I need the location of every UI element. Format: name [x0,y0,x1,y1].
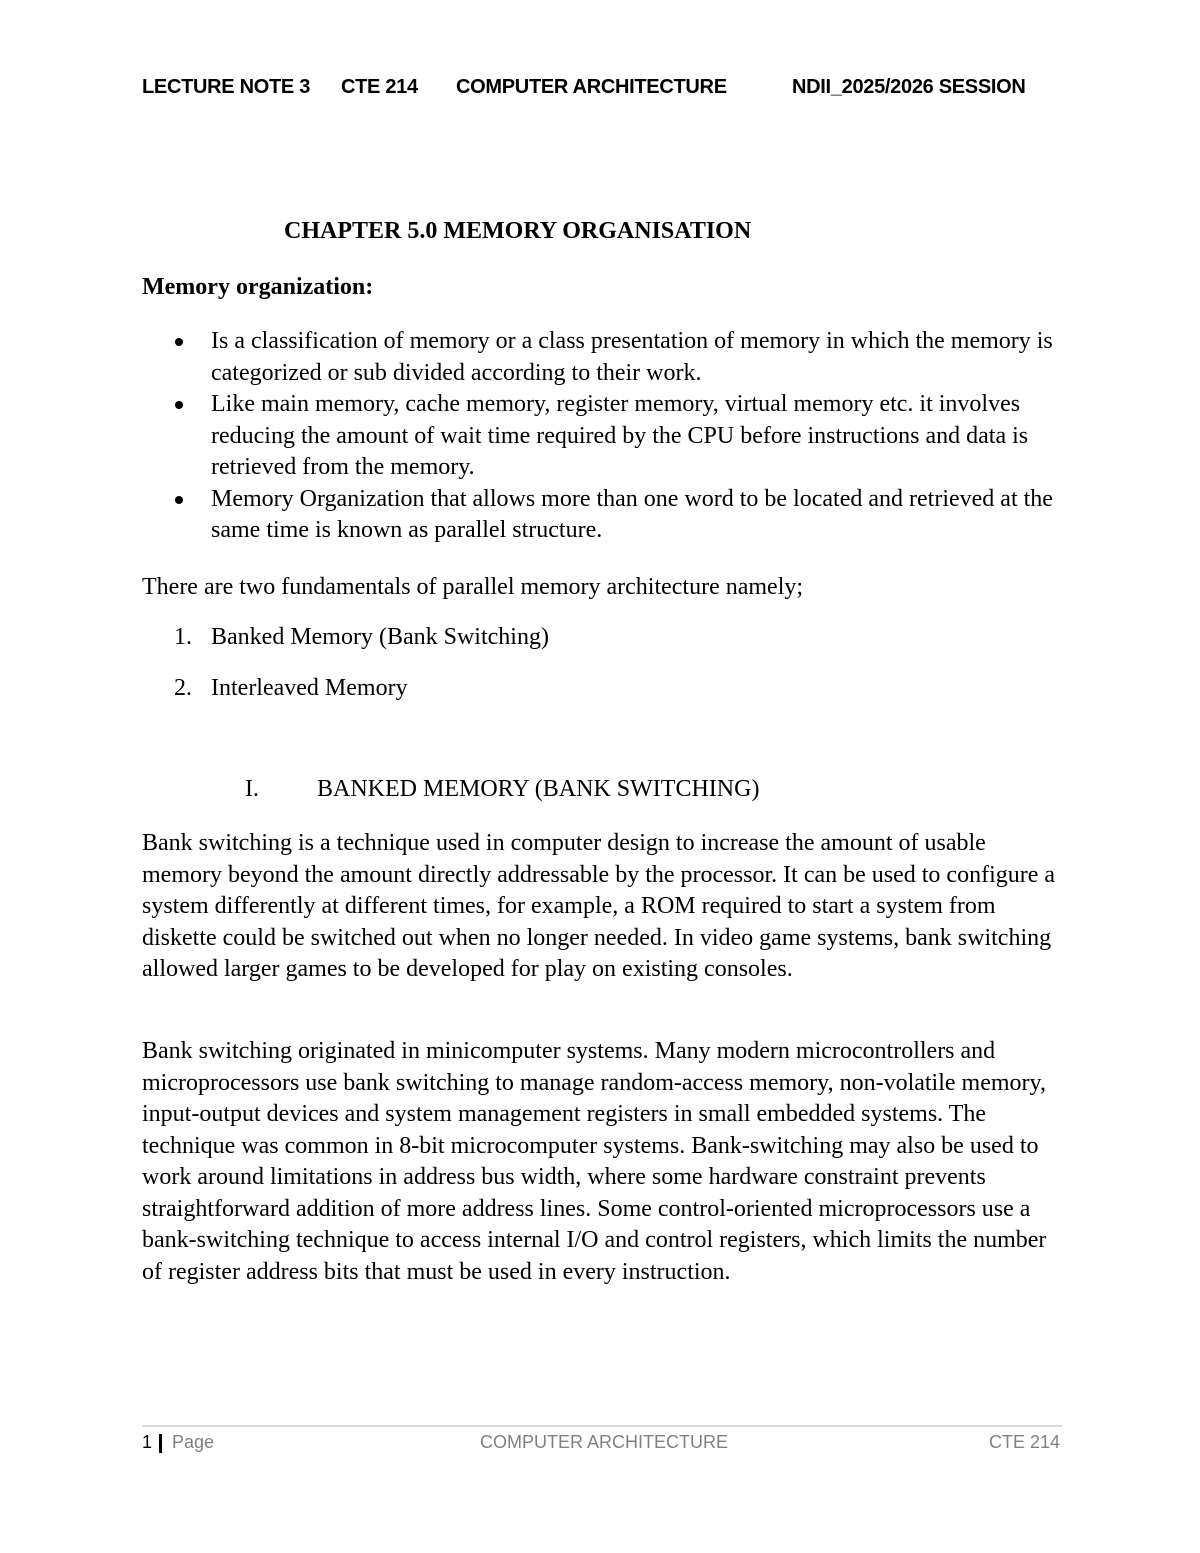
numbered-list-item-2 [142,673,1042,704]
bullet-icon [175,401,183,409]
subheading-number: I. [245,776,259,802]
header-course-code: CTE 214 [341,76,418,98]
bullet-list [142,326,1072,547]
list-number: 1. [174,624,192,650]
footer-course-title: COMPUTER ARCHITECTURE [480,1432,729,1452]
page-header [142,72,1062,104]
subheading-title: BANKED MEMORY (BANK SWITCHING) [317,776,760,802]
bullet-text: Is a classification of memory or a class presentation of memory in which the memory is categorized or sub divided according to their work. [211,328,1053,386]
bullet-item [142,484,1072,547]
page-footer [142,1432,1062,1458]
body-paragraph-1: Bank switching is a technique used in computer design to increase the amount of usable memory beyond the amount directly addressable by the processor. It can be used to configure a system differently at different times, for example, a ROM required to start a system from diskette could be switched out when no longer needed. In video game systems, bank switching allowed larger games to be developed for play on existing consoles. [142,830,1056,982]
footer-page-label: Page [172,1432,215,1452]
footer-course-code: CTE 214 [988,1432,1060,1452]
list-text: Interleaved Memory [211,675,408,701]
body-paragraph-2: Bank switching originated in minicomputer systems. Many modern microcontrollers and microprocessors use bank switching to manage random-access memory, non-volatile memory, input-output devices and system management registers in small embedded systems. The technique was common in 8-bit microcomputer systems. Bank-switching may also be used to work around limitations in address bus width, where some hardware constraint prevents straightforward addition of more address lines. Some control-oriented microprocessors use a bank-switching technique to access internal I/O and control registers, which limits the number of register address bits that must be used in every instruction. [142,1038,1047,1285]
header-lecture: LECTURE NOTE 3 [142,76,311,98]
numbered-list-item-1 [142,622,1042,653]
bullet-text: Like main memory, cache memory, register memory, virtual memory etc. it involves reducing the amount of wait time required by the CPU before instructions and data is retrieved from the memory. [211,391,1029,480]
footer-divider [142,1425,1062,1427]
list-item [142,673,1042,704]
bullet-item [142,389,1072,484]
intro-paragraph: There are two fundamentals of parallel memory architecture namely; [142,574,804,600]
footer-separator [159,1434,162,1453]
list-text: Banked Memory (Bank Switching) [211,624,549,650]
chapter-title: CHAPTER 5.0 MEMORY ORGANISATION [284,218,752,244]
bullet-item [142,326,1072,389]
bullet-icon [175,338,183,346]
bullet-icon [175,496,183,504]
header-course-title: COMPUTER ARCHITECTURE [456,76,727,98]
footer-page-number: 1 [142,1432,153,1452]
header-session: NDII_2025/2026 SESSION [792,76,1026,98]
bullet-text: Memory Organization that allows more than one word to be located and retrieved at the same time is known as parallel structure. [211,485,1053,543]
section-label: Memory organization: [142,274,374,300]
list-item [142,622,1042,653]
list-number: 2. [174,675,192,701]
